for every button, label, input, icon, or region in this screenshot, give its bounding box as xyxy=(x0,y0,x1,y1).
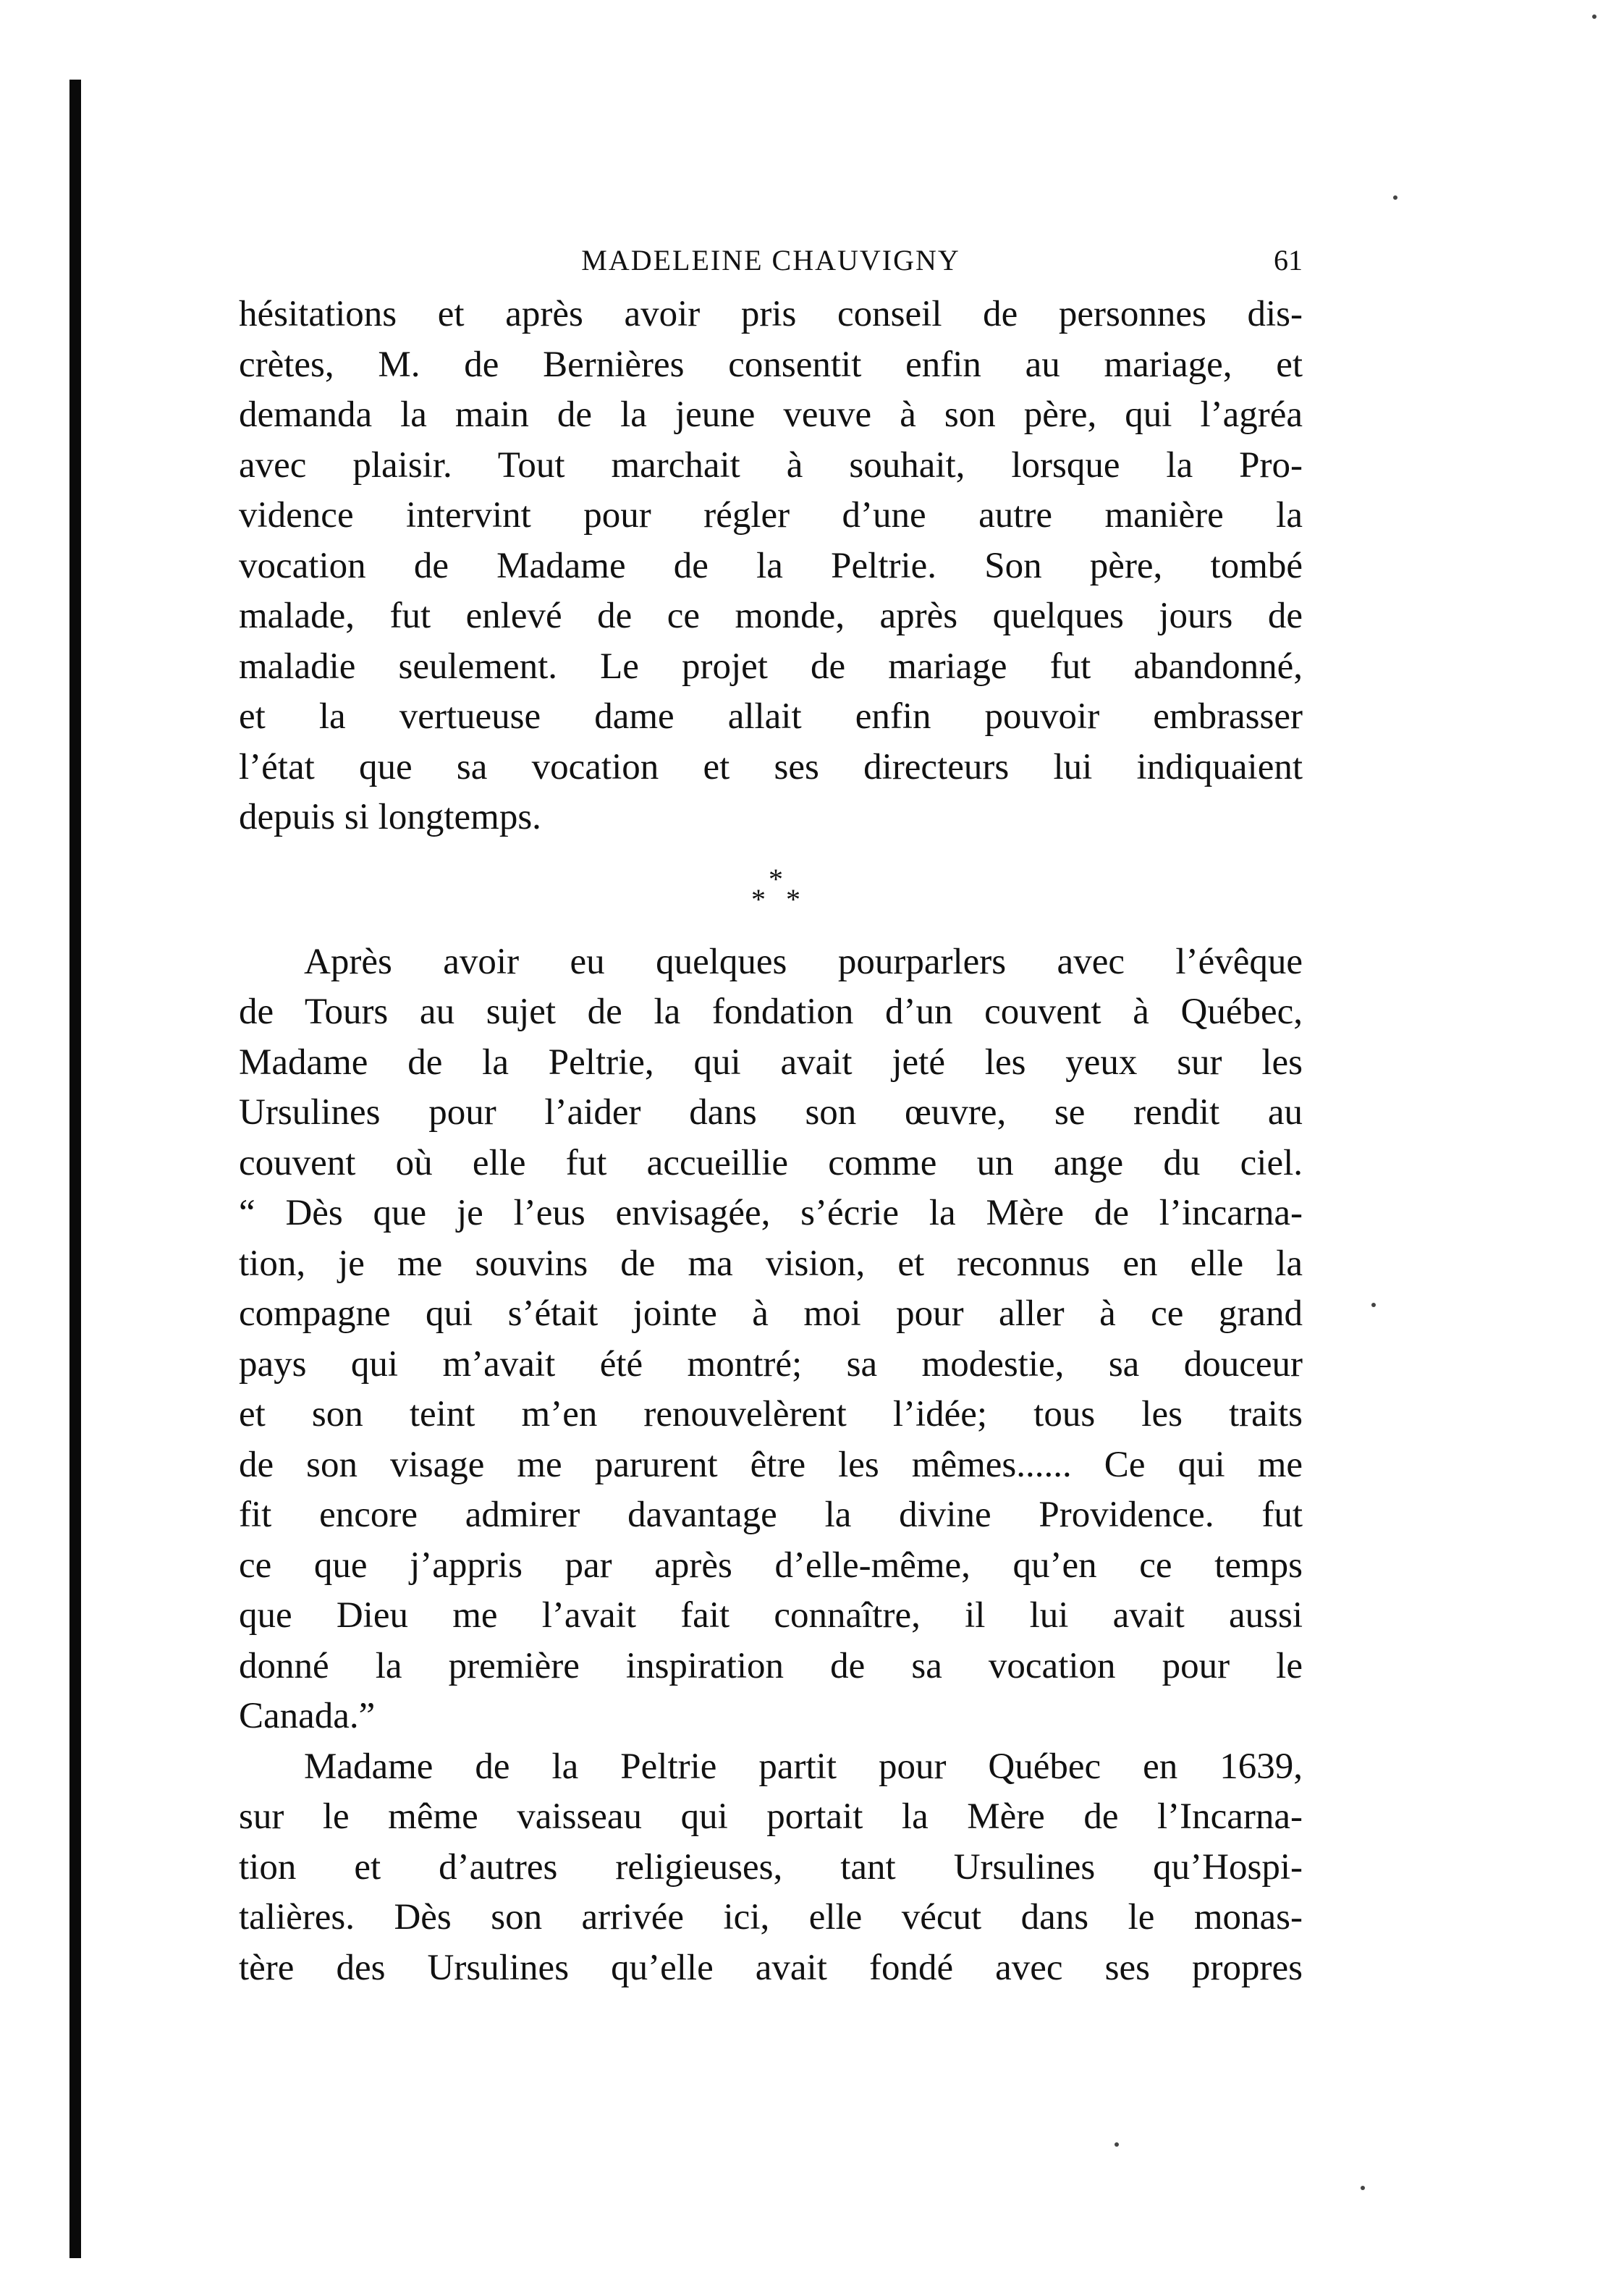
paragraph-2 xyxy=(239,937,1303,1742)
text-line: demanda la main de la jeune veuve à son père, qui l’agréa xyxy=(239,394,1303,435)
text-line: donné la première inspiration de sa vocation pour le xyxy=(239,1645,1303,1686)
text-line: Madame de la Peltrie, qui avait jeté les yeux sur les xyxy=(239,1041,1303,1083)
text-line: de Tours au sujet de la fondation d’un couvent à Québec, xyxy=(239,992,1303,1032)
text-line: pays qui m’avait été montré; sa modestie, sa douceur xyxy=(239,1343,1303,1385)
text-line: de son visage me parurent être les mêmes...... Ce qui me xyxy=(239,1444,1303,1485)
page-number: 61 xyxy=(1274,244,1303,276)
scan-speck xyxy=(1361,2186,1365,2190)
scan-speck xyxy=(1393,195,1397,200)
scan-binding-edge xyxy=(69,80,81,2258)
text-line: tère des Ursulines qu’elle avait fondé avec ses propres xyxy=(239,1947,1303,1988)
text-line: tion et d’autres religieuses, tant Ursulines qu’Hospi- xyxy=(239,1846,1303,1888)
text-line: ce que j’appris par après d’elle-même, qu’en ce temps xyxy=(239,1545,1303,1586)
text-line: et la vertueuse dame allait enfin pouvoir embrasser xyxy=(239,696,1303,737)
scan-speck xyxy=(1592,14,1596,19)
text-line: crètes, M. de Bernières consentit enfin au mariage, et xyxy=(239,344,1303,385)
running-head xyxy=(239,239,1303,282)
text-line: malade, fut enlevé de ce monde, après quelques jours de xyxy=(239,596,1303,636)
text-line: hésitations et après avoir pris conseil de personnes dis- xyxy=(239,294,1303,334)
text-line: Ursulines pour l’aider dans son œuvre, se rendit au xyxy=(239,1092,1303,1133)
text-line: Après avoir eu quelques pourparlers avec l’évêque xyxy=(304,941,1303,982)
text-line: maladie seulement. Le projet de mariage fut abandonné, xyxy=(239,646,1303,687)
text-line: tion, je me souvins de ma vision, et reconnus en elle la xyxy=(239,1243,1303,1284)
text-line: Canada.” xyxy=(239,1696,376,1736)
asterism-star: * xyxy=(769,862,783,895)
text-line: depuis si longtemps. xyxy=(239,797,541,837)
asterism xyxy=(738,862,825,923)
text-line: vidence intervint pour régler d’une autre manière la xyxy=(239,495,1303,536)
text-line: talières. Dès son arrivée ici, elle vécut dans le monas- xyxy=(239,1897,1303,1938)
text-line: Madame de la Peltrie partit pour Québec en 1639, xyxy=(304,1746,1303,1787)
text-line: compagne qui s’était jointe à moi pour aller à ce grand xyxy=(239,1293,1303,1334)
text-line: avec plaisir. Tout marchait à souhait, lorsque la Pro- xyxy=(239,444,1303,486)
paragraph-1 xyxy=(239,290,1303,843)
scan-speck xyxy=(1115,2142,1119,2147)
asterism-star: * xyxy=(786,882,800,916)
text-line: que Dieu me l’avait fait connaître, il lui avait aussi xyxy=(239,1595,1303,1636)
running-title: MADELEINE CHAUVIGNY xyxy=(581,244,960,276)
paragraph-3 xyxy=(239,1742,1303,1994)
text-line: couvent où elle fut accueillie comme un ange du ciel. xyxy=(239,1142,1303,1183)
text-line: “ Dès que je l’eus envisagée, s’écrie la Mère de l’incarna- xyxy=(239,1193,1303,1233)
text-line: l’état que sa vocation et ses directeurs lui indiquaient xyxy=(239,746,1303,787)
text-line: sur le même vaisseau qui portait la Mère de l’Incarna- xyxy=(239,1796,1303,1837)
text-line: vocation de Madame de la Peltrie. Son père, tombé xyxy=(239,545,1303,586)
book-page xyxy=(239,239,1303,1993)
text-line: fit encore admirer davantage la divine Providence. fut xyxy=(239,1495,1303,1535)
scan-speck xyxy=(1371,1303,1376,1307)
text-line: et son teint m’en renouvelèrent l’idée; tous les traits xyxy=(239,1394,1303,1435)
asterism-star: * xyxy=(751,882,766,916)
section-separator xyxy=(239,843,1303,937)
